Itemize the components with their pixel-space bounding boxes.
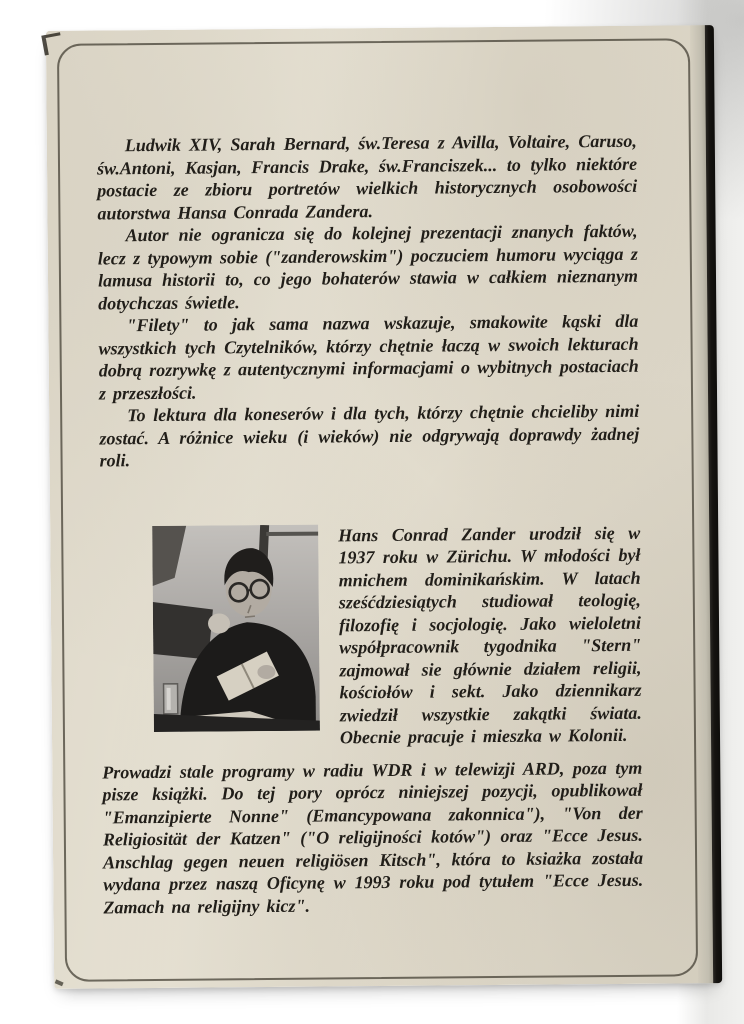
intro-paragraph-2: Autor nie ogranicza się do kolejnej prezentacji znanych faktów, lecz z typowym sobie ("zanderowskim") poczuciem humoru wyciąga z lamusa historii to, co jego bohaterów stawia w całkiem nieznanym dotychczas świetle.	[97, 220, 639, 313]
author-bio-beside-photo: Hans Conrad Zander urodził się w 1937 roku w Zürichu. W młodości był mnichem dominikańskim. W latach sześćdziesiątych studiował teologię, filozofię i socjologię. Jako wieloletni współpracownik tygodnika "Stern" zajmował sie głównie działem religii, kościołów i sekt. Jako dziennikarz zwiedził wszystkie zakątki świata. Obecnie pracuje i mieszka w Kolonii.	[338, 522, 642, 748]
corner-wear-mark-bottom	[55, 979, 64, 986]
author-bio-below-photo: Prowadzi stale programy w radiu WDR i w telewizji ARD, poza tym pisze książki. Do tej pory oprócz niniejszej pozycji, opublikował "Emanzipierte Nonne" (Emancypowana zakonnica"), "Von der Religiosität der Katzen" ("O religijności kotów") oraz "Ecce Jesus. Anschlag gegen neuen religiösen Kitsch", która to ksiażka została wydana przez naszą Oficynę w 1993 roku pod tytułem "Ecce Jesus. Zamach na religijny kicz".	[102, 757, 644, 917]
corner-wear-mark-top	[41, 32, 63, 55]
author-photo	[152, 524, 320, 731]
intro-paragraph-4: To lektura dla koneserów i dla tych, którzy chętnie chcieliby nimi zostać. A różnice wieku (i wieków) nie odgrywają doprawdy żadnej roli.	[99, 400, 640, 471]
author-bio-section	[100, 521, 642, 751]
cover-text-block	[97, 130, 644, 919]
intro-paragraph-1: Ludwik XIV, Sarah Bernard, św.Teresa z Avilla, Voltaire, Caruso, św.Antoni, Kasjan, Francis Drake, św.Franciszek... to tylko niektóre postacie ze zbioru portretów wielkich historycznych osobowości autorstwa Hansa Conrada Zandera.	[96, 130, 638, 223]
book-back-cover	[46, 25, 722, 989]
photo-glass	[164, 683, 178, 713]
intro-paragraph-3: "Filety" to jak sama nazwa wskazuje, smakowite kąski dla wszystkich tych Czytelników, którzy chętnie łaczą w swoich lekturach dobrą rozrywkę z autentycznymi informacjami o wybitnych postaciach z przeszłości.	[98, 310, 639, 403]
